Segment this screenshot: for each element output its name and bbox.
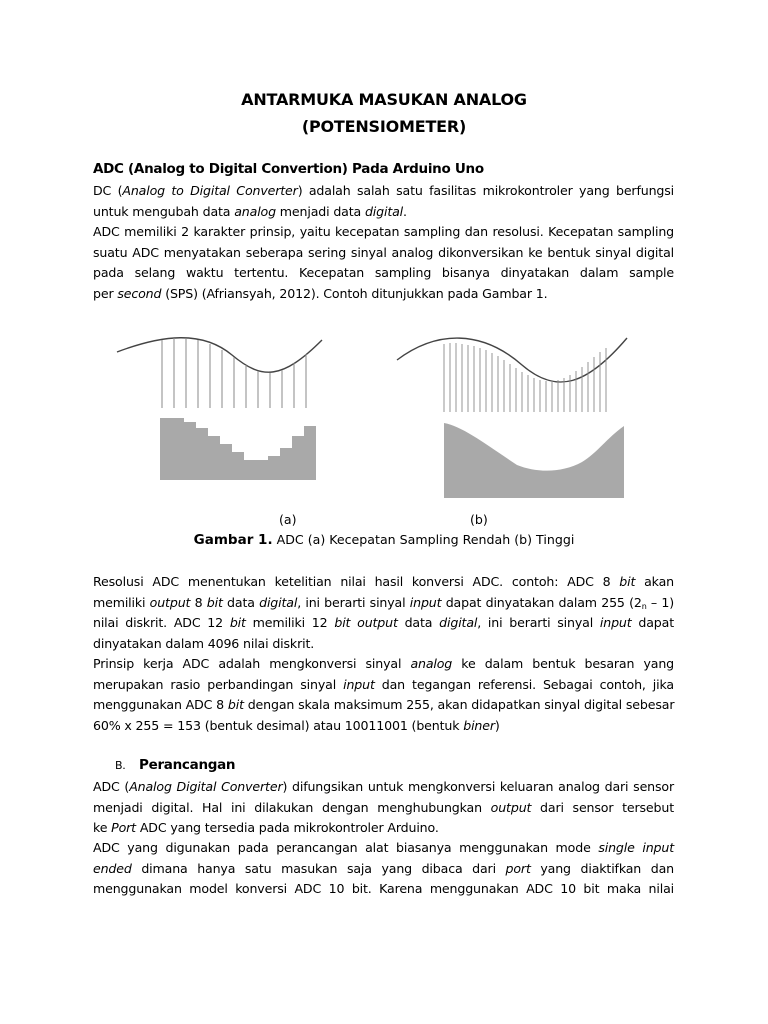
figure-low-sampling bbox=[112, 330, 334, 502]
figure-caption: Gambar 1. ADC (a) Kecepatan Sampling Rendah (b) Tinggi bbox=[193, 532, 575, 548]
figure-label-a: (a) bbox=[279, 512, 297, 527]
section-marker-b: B. bbox=[115, 759, 126, 772]
paragraph-principle: Prinsip kerja ADC adalah mengkonversi sinyal analog ke dalam bentuk besaran yang merupakan rasio perbandingan sinyal input dan tegangan referensi. Sebagai contoh, jika menggunakan ADC 8 bit dengan skala maksimum 255, akan didapatkan sinyal digital sebesar 60% x 255 = 153 (bentuk desimal) atau 10011001 (bentuk biner) bbox=[93, 656, 675, 733]
title-line-1: ANTARMUKA MASUKAN ANALOG bbox=[241, 90, 527, 109]
paragraph-sampling: ADC memiliki 2 karakter prinsip, yaitu kecepatan sampling dan resolusi. Kecepatan sampling suatu ADC menyatakan seberapa sering sinyal analog dikonversikan ke bentuk sinyal digital pada selang waktu tertentu. Kecepatan sampling bisanya dinyatakan dalam sample per second (SPS) (Afriansyah, 2012). Contoh ditunjukkan pada Gambar 1. bbox=[93, 224, 674, 301]
figure-label-b: (b) bbox=[470, 512, 488, 527]
paragraph-perancangan-1: ADC (Analog Digital Converter) difungsikan untuk mengkonversi keluaran analog dari sensor menjadi digital. Hal ini dilakukan dengan menghubungkan output dari sensor tersebut ke Port ADC yang tersedia pada mikrokontroler Arduino. bbox=[93, 779, 674, 836]
section-heading-adc: ADC (Analog to Digital Convertion) Pada Arduino Uno bbox=[93, 161, 484, 177]
paragraph-adc-definition: DC (Analog to Digital Converter) adalah salah satu fasilitas mikrokontroler yang berfungsi untuk mengubah data analog menjadi data digital. bbox=[93, 183, 675, 219]
section-heading-perancangan: Perancangan bbox=[139, 757, 236, 773]
figure-high-sampling bbox=[392, 330, 632, 502]
title-line-2: (POTENSIOMETER) bbox=[301, 117, 467, 136]
paragraph-perancangan-2: ADC yang digunakan pada perancangan alat biasanya menggunakan mode single input ended dimana hanya satu masukan saja yang dibaca dari port yang diaktifkan dan menggunakan model konversi ADC 10 bit. Karena menggunakan ADC 10 bit maka nilai bbox=[93, 840, 674, 897]
paragraph-resolution: Resolusi ADC menentukan ketelitian nilai hasil konversi ADC. contoh: ADC 8 bit akan memiliki output 8 bit data digital, ini berarti sinyal input dapat dinyatakan dalam 255 $(2_n - 1)$ nilai diskrit. ADC 12 bit memiliki 12 bit output data digital, ini berarti sinyal input dapat dinyatakan dalam 4096 nilai diskrit. bbox=[93, 574, 674, 651]
